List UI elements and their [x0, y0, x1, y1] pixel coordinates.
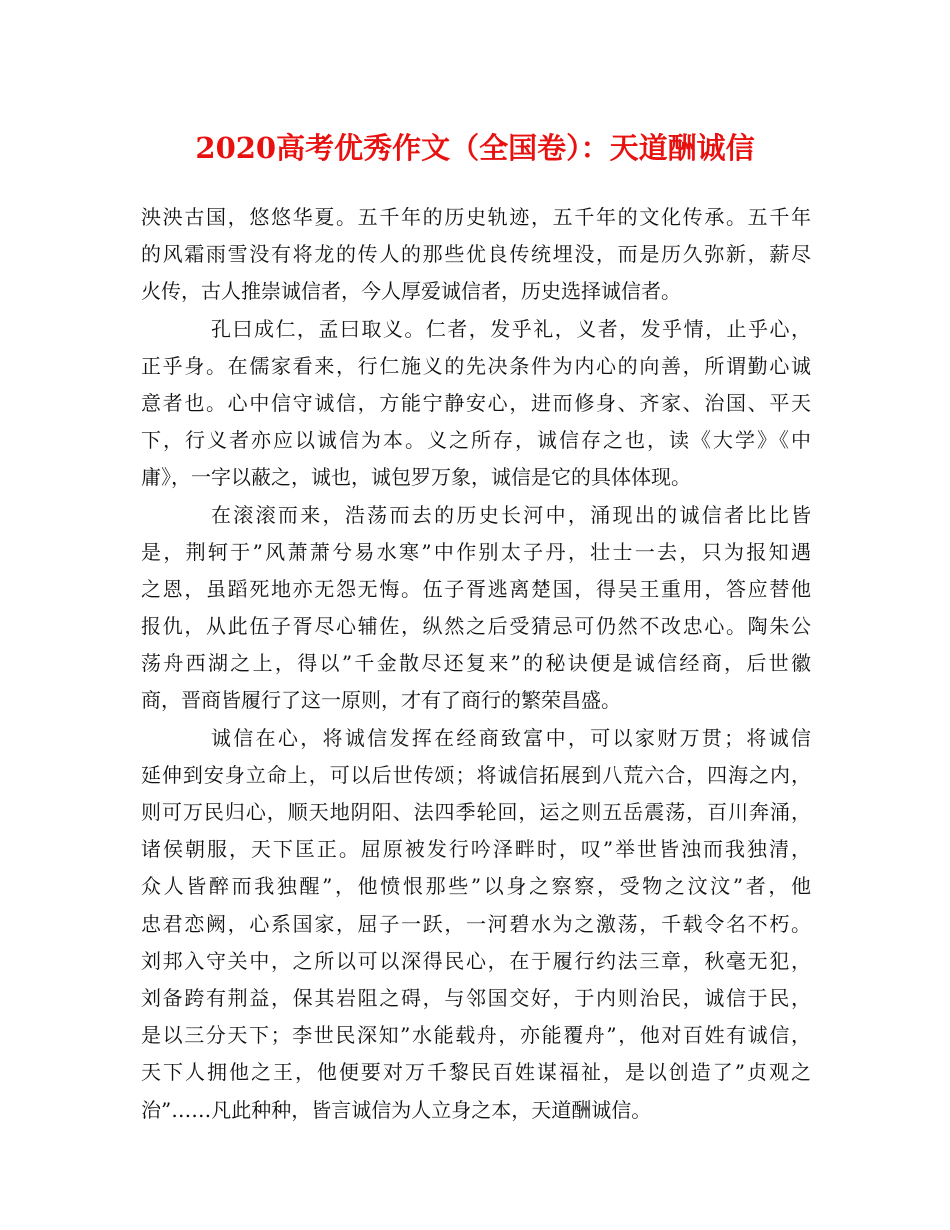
paragraph	[141, 199, 811, 311]
paragraph-line: 意者也。心中信守诚信，方能宁静安心，进而修身、齐家、治国、平天	[141, 390, 811, 415]
paragraph-line: 天下人拥他之王，他便要对万千黎民百姓谋福祉，是以创造了”贞观之	[141, 1060, 811, 1085]
paragraph-line: 火传，古人推崇诚信者，今人厚爱诚信者，历史选择诚信者。	[141, 279, 681, 304]
paragraph-line: 正乎身。在儒家看来，行仁施义的先决条件为内心的向善，所谓勤心诚	[141, 353, 811, 378]
paragraph-line: 是，荆轲于”风萧萧兮易水寒”中作别太子丹，壮士一去，只为报知遇	[141, 539, 811, 564]
paragraph-line: 治”……凡此种种，皆言诚信为人立身之本，天道酬诚信。	[141, 1097, 652, 1122]
paragraph-line: 下，行义者亦应以诚信为本。义之所存，诚信存之也，读《大学》《中	[141, 428, 811, 453]
document-body	[141, 199, 811, 1129]
paragraph-line: 报仇，从此伍子胥尽心辅佐，纵然之后受猜忌可仍然不改忠心。陶朱公	[141, 614, 811, 639]
document-title: 2020高考优秀作文（全国卷）：天道酬诚信	[195, 131, 755, 165]
paragraph-line: 诸侯朝服，天下匡正。屈原被发行吟泽畔时，叹”举世皆浊而我独清，	[141, 837, 811, 862]
paragraph-line: 商，晋商皆履行了这一原则，才有了商行的繁荣昌盛。	[141, 688, 621, 713]
paragraph-line: 泱泱古国，悠悠华夏。五千年的历史轨迹，五千年的文化传承。五千年	[141, 205, 811, 229]
paragraph-line: 忠君恋阙，心系国家，屈子一跃，一河碧水为之激荡，千载令名不朽。	[141, 911, 811, 936]
paragraph-line: 刘备跨有荆益，保其岩阻之碍，与邻国交好，于内则治民，诚信于民，	[141, 985, 811, 1010]
paragraph-line: 的风霜雨雪没有将龙的传人的那些优良传统埋没，而是历久弥新，薪尽	[141, 242, 811, 267]
paragraph-line: 庸》，一字以蔽之，诚也，诚包罗万象，诚信是它的具体体现。	[141, 465, 691, 490]
paragraph-line: 刘邦入守关中，之所以可以深得民心，在于履行约法三章，秋毫无犯，	[141, 948, 811, 973]
paragraph-line: 则可万民归心，顺天地阴阳、法四季轮回，运之则五岳震荡，百川奔涌，	[141, 800, 811, 824]
paragraph-line: 是以三分天下；李世民深知”水能载舟，亦能覆舟”，他对百姓有诚信，	[141, 1023, 811, 1048]
paragraph	[141, 720, 811, 1129]
paragraph-line: 荡舟西湖之上，得以”千金散尽还复来”的秘诀便是诚信经商，后世徽	[141, 651, 811, 676]
paragraph-line: 诚信在心，将诚信发挥在经商致富中，可以家财万贯；将诚信	[211, 725, 811, 750]
paragraph	[141, 311, 811, 497]
paragraph-line: 在滚滚而来，浩荡而去的历史长河中，涌现出的诚信者比比皆	[211, 502, 811, 527]
paragraph-line: 之恩，虽蹈死地亦无怨无悔。伍子胥逃离楚国，得吴王重用，答应替他	[141, 576, 811, 601]
paragraph	[141, 497, 811, 720]
paragraph-line: 孔曰成仁，孟曰取义。仁者，发乎礼，义者，发乎情，止乎心，	[211, 316, 811, 341]
paragraph-line: 延伸到安身立命上，可以后世传颂；将诚信拓展到八荒六合，四海之内，	[141, 762, 811, 787]
paragraph-line: 众人皆醉而我独醒”，他愤恨那些”以身之察察，受物之汶汶”者，他	[141, 874, 811, 899]
